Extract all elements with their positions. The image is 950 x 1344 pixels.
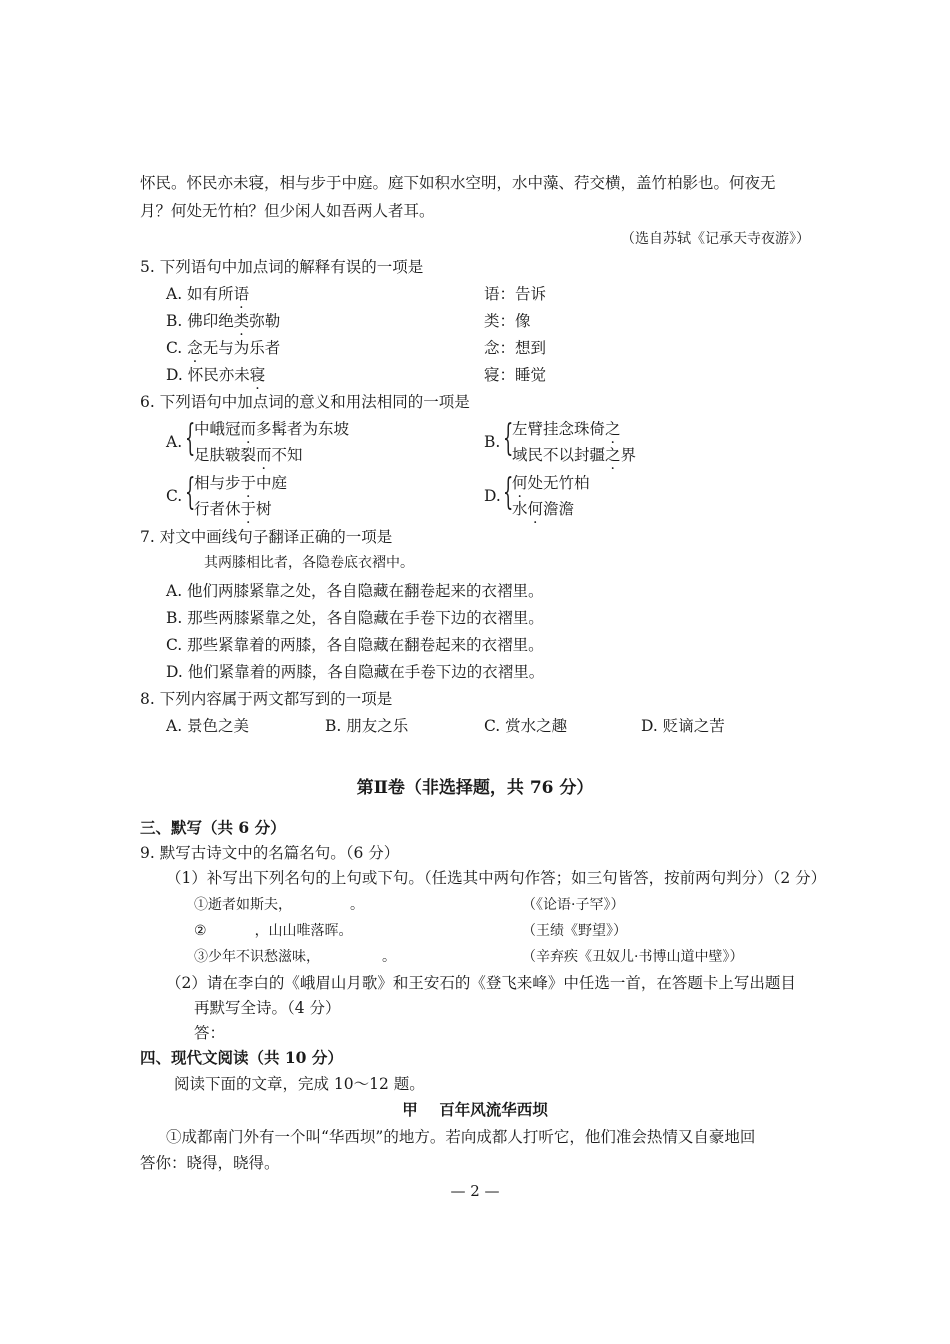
q7-option-b: B. 那些两膝紧靠之处，各自隐藏在手卷下边的衣褶里。 bbox=[166, 609, 544, 627]
q7-option-a: A. 他们两膝紧靠之处，各自隐藏在翻卷起来的衣褶里。 bbox=[166, 582, 544, 600]
section-4-instruction: 阅读下面的文章，完成 10～12 题。 bbox=[174, 1075, 425, 1093]
q6-d-line1: 何处无竹柏 bbox=[512, 474, 590, 492]
q6-a-line2: 足肤皲裂而不知 bbox=[194, 446, 303, 464]
q5-gloss-c: 念：想到 bbox=[484, 339, 547, 357]
q5-option-d: D. 怀民亦未寝 bbox=[166, 366, 266, 384]
q9-item-2: ② ，山山唯落晖。 bbox=[194, 923, 353, 939]
q6-c-line1: 相与步于中庭 bbox=[194, 474, 288, 492]
q8-option-d: D. 贬谪之苦 bbox=[641, 717, 725, 735]
q9-sub2-cont: 再默写全诗。（4 分） bbox=[194, 999, 341, 1017]
q6-label-b: B. bbox=[484, 433, 501, 451]
q9-item-2-source: （王绩《野望》） bbox=[522, 923, 627, 939]
section-3-title: 三、默写（共 6 分） bbox=[140, 818, 286, 837]
passage-line: 月？何处无竹柏？但少闲人如吾两人者耳。 bbox=[140, 202, 435, 220]
q6-c-line2: 行者休于树 bbox=[194, 500, 272, 518]
q6-d-line2: 水何澹澹 bbox=[512, 500, 575, 518]
q5-gloss-b: 类：像 bbox=[484, 312, 531, 330]
q7-sentence: 其两膝相比者，各隐卷底衣褶中。 bbox=[204, 555, 414, 571]
q6-a-line1: 中峨冠而多髯者为东坡 bbox=[194, 420, 350, 438]
q6-b-line1: 左臂挂念珠倚之 bbox=[512, 420, 621, 438]
q6-label-d: D. bbox=[484, 487, 501, 505]
page-number: — 2 — bbox=[450, 1182, 500, 1200]
q6-label-c: C. bbox=[166, 487, 183, 505]
q5-option-c: C. 念无与为乐者 bbox=[166, 339, 281, 357]
q6-b-line2: 域民不以封疆之界 bbox=[512, 446, 637, 464]
brace-icon: { bbox=[185, 472, 196, 513]
question-6-stem: 6. 下列语句中加点词的意义和用法相同的一项是 bbox=[140, 393, 470, 411]
q5-gloss-a: 语：告诉 bbox=[484, 285, 547, 303]
q9-item-3: ③少年不识愁滋味， 。 bbox=[194, 949, 396, 965]
brace-icon: { bbox=[185, 418, 196, 459]
question-8-stem: 8. 下列内容属于两文都写到的一项是 bbox=[140, 690, 393, 708]
q9-item-1-source: （《论语·子罕》） bbox=[522, 897, 625, 913]
question-7-stem: 7. 对文中画线句子翻译正确的一项是 bbox=[140, 528, 393, 546]
q8-option-a: A. 景色之美 bbox=[166, 717, 250, 735]
q9-item-3-source: （辛弃疾《丑奴儿·书博山道中壁》） bbox=[522, 949, 744, 965]
q9-item-1: ①逝者如斯夫， 。 bbox=[194, 897, 364, 913]
q5-option-a: A. 如有所语 bbox=[166, 285, 250, 303]
q5-option-b: B. 佛印绝类弥勒 bbox=[166, 312, 281, 330]
passage-source: （选自苏轼《记承天寺夜游》） bbox=[621, 231, 810, 247]
question-5-stem: 5. 下列语句中加点词的解释有误的一项是 bbox=[140, 258, 424, 276]
brace-icon: { bbox=[503, 418, 514, 459]
section-4-title: 四、现代文阅读（共 10 分） bbox=[140, 1048, 343, 1067]
article-paragraph: ①成都南门外有一个叫“华西坝”的地方。若向成都人打听它，他们准会热情又自豪地回 bbox=[166, 1128, 756, 1146]
q9-sub1: （1）补写出下列名句的上句或下句。（任选其中两句作答；如三句皆答，按前两句判分）（2 分） bbox=[166, 869, 827, 887]
passage-line: 怀民。怀民亦未寝，相与步于中庭。庭下如积水空明，水中藻、荇交横，盖竹柏影也。何夜无 bbox=[140, 174, 776, 192]
brace-icon: { bbox=[503, 472, 514, 513]
q9-sub2: （2）请在李白的《峨眉山月歌》和王安石的《登飞来峰》中任选一首，在答题卡上写出题目 bbox=[166, 974, 796, 992]
article-paragraph: 答你：晓得，晓得。 bbox=[140, 1154, 280, 1172]
q6-label-a: A. bbox=[166, 433, 183, 451]
q5-gloss-d: 寝：睡觉 bbox=[484, 366, 547, 384]
article-title: 甲 百年风流华西坝 bbox=[402, 1100, 548, 1119]
q9-answer-label: 答： bbox=[194, 1024, 226, 1042]
q7-option-d: D. 他们紧靠着的两膝，各自隐藏在手卷下边的衣褶里。 bbox=[166, 663, 545, 681]
part-2-title: 第Ⅱ卷（非选择题，共 76 分） bbox=[356, 778, 594, 798]
question-9-stem: 9. 默写古诗文中的名篇名句。（6 分） bbox=[140, 844, 400, 862]
q8-option-b: B. 朋友之乐 bbox=[325, 717, 409, 735]
q7-option-c: C. 那些紧靠着的两膝，各自隐藏在翻卷起来的衣褶里。 bbox=[166, 636, 544, 654]
q8-option-c: C. 赏水之趣 bbox=[484, 717, 568, 735]
